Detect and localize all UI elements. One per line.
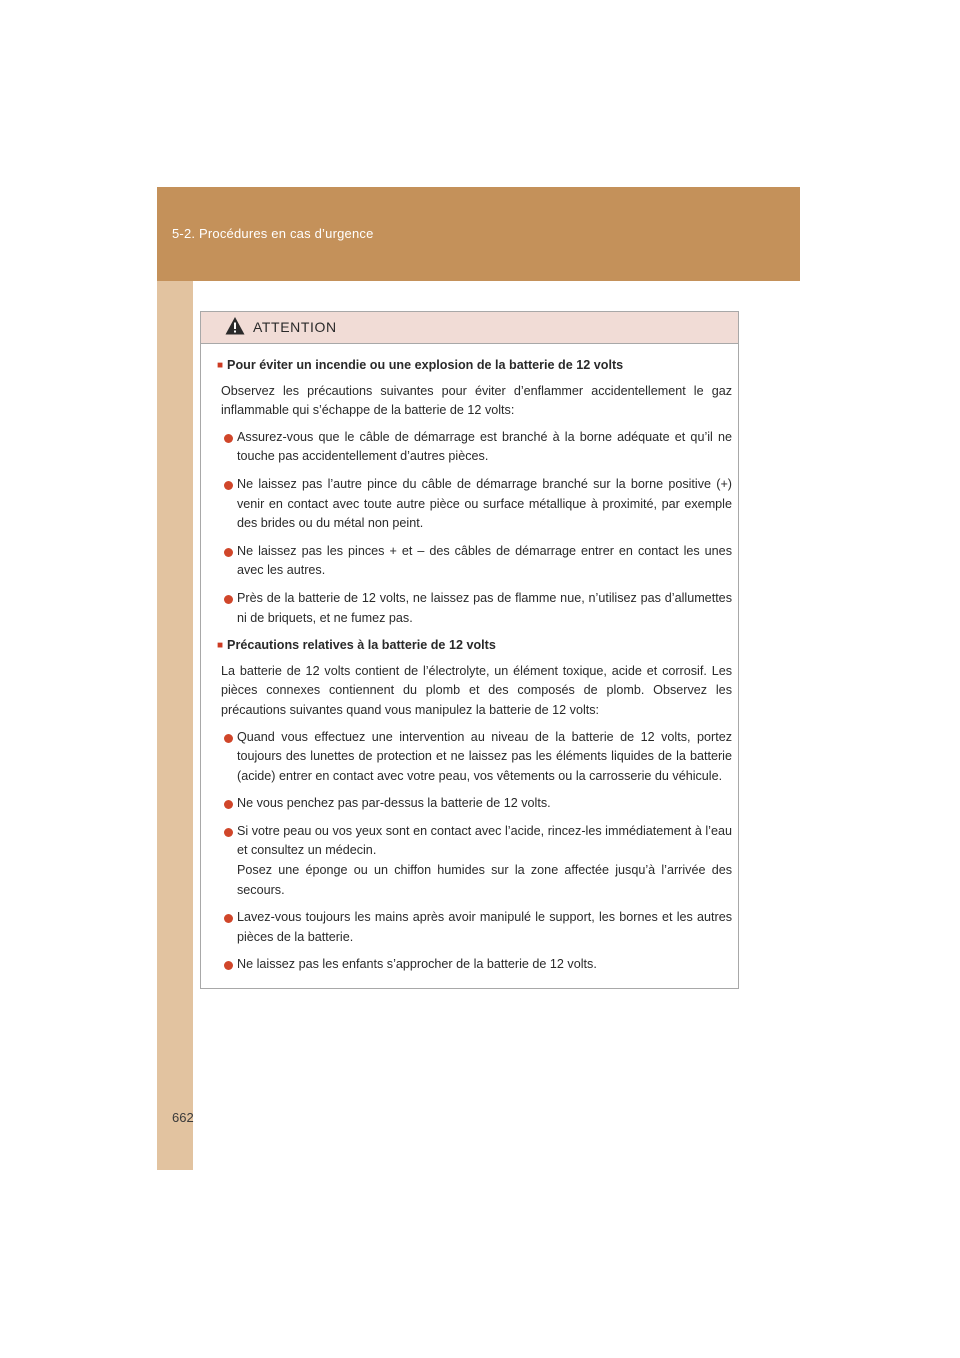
round-bullet-icon <box>224 595 233 604</box>
square-bullet-icon: ■ <box>217 360 224 371</box>
topic-fire-explosion <box>217 356 732 628</box>
side-margin-strip <box>157 281 193 1170</box>
topic-heading: ■ Précautions relatives à la batterie de 12 volts <box>217 638 496 653</box>
warning-box <box>200 311 739 989</box>
warning-header <box>201 312 738 344</box>
topic-intro: La batterie de 12 volts contient de l’électrolyte, un élément toxique, acide et corrosif. Les pièces connexes contiennent du plomb et des composés de plomb. Observez les précautions suivantes quand vous manipulez la batterie de 12 volts: <box>221 663 732 717</box>
round-bullet-icon <box>224 914 233 923</box>
square-bullet-icon: ■ <box>217 640 224 652</box>
topic-intro: Observez les précautions suivantes pour éviter d’enflammer accidentellement le gaz inflammable qui s’échappe de la batterie de 12 volts: <box>221 383 732 418</box>
round-bullet-icon <box>224 434 233 443</box>
round-bullet-icon <box>224 481 233 490</box>
round-bullet-icon <box>224 800 233 809</box>
list-item: Ne vous penchez pas par-dessus la batterie de 12 volts. <box>221 794 732 814</box>
list-item: Quand vous effectuez une intervention au niveau de la batterie de 12 volts, portez toujours des lunettes de protection et ne laissez pas les éléments liquides de la batterie (acide) entrer en contact avec votre peau, vos vêtements ou la carrosserie du véhicule. <box>221 728 732 787</box>
section-title: 5-2. Procédures en cas d’urgence <box>172 226 374 241</box>
round-bullet-icon <box>224 548 233 557</box>
list-item: Ne laissez pas l’autre pince du câble de démarrage branché sur la borne positive (+) venir en contact avec toute autre pièce ou surface métallique à proximité, par exemple des brides ou du métal non peint. <box>221 475 732 534</box>
list-item: Assurez-vous que le câble de démarrage est branché à la borne adéquate et qu’il ne touche pas accidentellement d’autres pièces. <box>221 428 732 467</box>
round-bullet-icon <box>224 961 233 970</box>
list-item: Ne laissez pas les enfants s’approcher de la batterie de 12 volts. <box>221 955 732 975</box>
list-item: Ne laissez pas les pinces + et – des câbles de démarrage entrer en contact les unes avec les autres. <box>221 542 732 581</box>
warning-triangle-icon <box>225 316 245 336</box>
round-bullet-icon <box>224 828 233 837</box>
topic-heading: ■ Pour éviter un incendie ou une explosion de la batterie de 12 volts <box>217 358 624 372</box>
round-bullet-icon <box>224 734 233 743</box>
warning-body <box>201 344 738 975</box>
list-item: Près de la batterie de 12 volts, ne laissez pas de flamme nue, n’utilisez pas d’allumettes ni de briquets, et ne fumez pas. <box>221 589 732 628</box>
list-item: Lavez-vous toujours les mains après avoir manipulé le support, les bornes et les autres pièces de la batterie. <box>221 908 732 947</box>
list-item: Si votre peau ou vos yeux sont en contact avec l’acide, rincez-les immédiatement à l’eau et consultez un médecin. Posez une éponge ou un chiffon humides sur la zone affectée jusqu’à l’arrivée des secours. <box>221 822 732 900</box>
warning-title: ATTENTION <box>253 319 337 335</box>
topic-battery-precautions <box>217 636 732 975</box>
page-number: 662 <box>172 1110 194 1125</box>
